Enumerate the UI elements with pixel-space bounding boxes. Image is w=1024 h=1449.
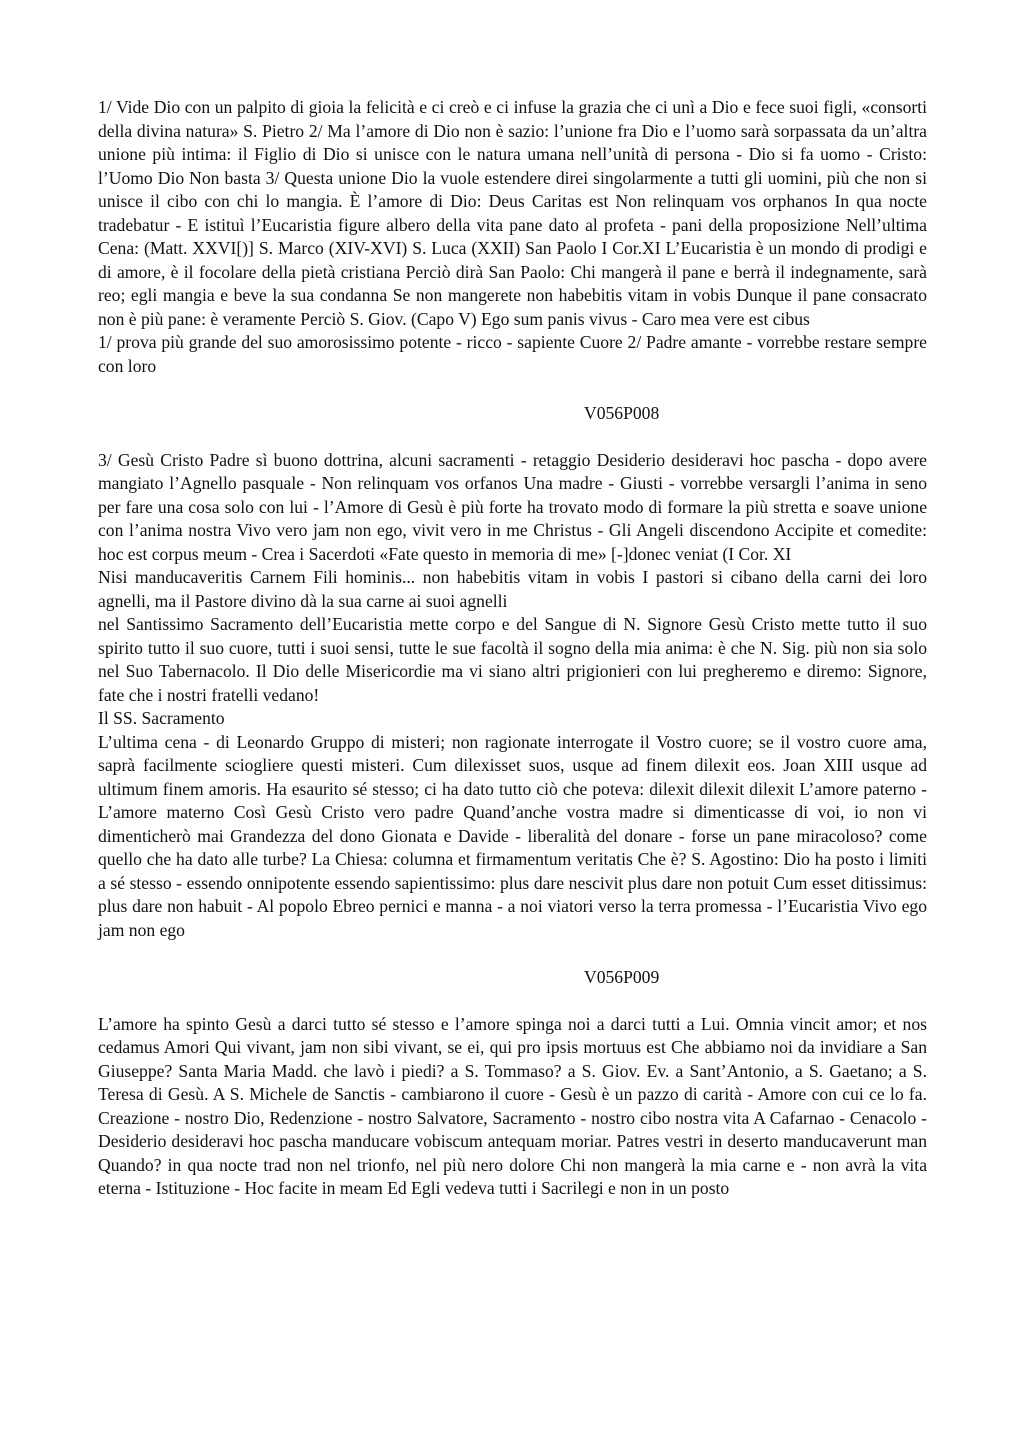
section-3 — [98, 1013, 927, 1201]
page-marker: V056P009 — [584, 966, 660, 987]
page-marker: V056P008 — [584, 402, 660, 423]
paragraph: nel Santissimo Sacramento dell’Eucaristia mette corpo e del Sangue di N. Signore Gesù Cristo mette tutto il suo spirito tutto il suo cuore, tutti i suoi sensi, tutte le sue facoltà il sogno della mia anima: è che N. Sig. più non sia solo nel Suo Tabernacolo. Il Dio delle Misericordie ma vi siano altri prigionieri con lui pregheremo e diremo: Signore, fate che i nostri fratelli vedano! — [98, 614, 927, 705]
paragraph: 1/ Vide Dio con un palpito di gioia la felicità e ci creò e ci infuse la grazia che ci unì a Dio e fece suoi figli, «consorti della divina natura» S. Pietro 2/ Ma l’amore di Dio non è sazio: l’unione fra Dio e l’uomo sarà sorpassata da un’altra unione più intima: il Figlio di Dio si unisce con le natura umana nell’unità di persona - Dio si fa uomo - Cristo: l’Uomo Dio Non basta 3/ Questa unione Dio la vuole estendere direi singolarmente a tutti gli uomini, più che non si unisce il cibo con chi lo mangia. È l’amore di Dio: Deus Caritas est Non relinquam vos orphanos In qua nocte tradebatur - E istituì l’Eucaristia figure albero della vita pane dato al profeta - pani della proposizione Nell’ultima Cena: (Matt. XXVI[)] S. Marco (XIV-XVI) S. Luca (XXII) San Paolo I Cor.XI L’Eucaristia è un mondo di prodigi e di amore, è il focolare della pietà cristiana Perciò dirà San Paolo: Chi mangerà il pane e berrà il indegnamente, sarà reo; egli mangia e beve la sua condanna Se non mangerete non habebitis vitam in vobis Dunque il pane consacrato non è più pane: è veramente Perciò S. Giov. (Capo V) Ego sum panis vivus - Caro mea vere est cibus — [98, 97, 927, 329]
section-2 — [98, 449, 927, 990]
paragraph: 1/ prova più grande del suo amorosissimo potente - ricco - sapiente Cuore 2/ Padre amante - vorrebbe restare sempre con loro — [98, 332, 927, 376]
paragraph: 3/ Gesù Cristo Padre sì buono dottrina, alcuni sacramenti - retaggio Desiderio desideravi hoc pascha - dopo avere mangiato l’Agnello pasquale - Non relinquam vos orfanos Una madre - Giusti - vorrebbe versargli l’anima in seno per fare una cosa solo con lui - l’Amore di Gesù è più forte ha trovato modo di formare la più stretta e soave unione con l’anima nostra Vivo vero jam non ego, vivit vero in me Christus - Gli Angeli discendono Accipite et comedite: hoc est corpus meum - Crea i Sacerdoti «Fate questo in memoria di me» [-]donec veniat (I Cor. XI — [98, 449, 927, 564]
paragraph: L’amore ha spinto Gesù a darci tutto sé stesso e l’amore spinga noi a darci tutti a Lui. Omnia vincit amor; et nos cedamus Amori Qui vivant, jam non sibi vivant, se ei, qui pro ipsis mortuus est Che abbiamo noi da invidiare a San Giuseppe? Santa Maria Madd. che lavò i piedi? a S. Tommaso? a S. Giov. Ev. a Sant’Antonio, a S. Gaetano; a S. Teresa di Gesù. A S. Michele de Sanctis - cambiarono il cuore - Gesù è un pazzo di carità - Amore con cui ce lo fa. Creazione - nostro Dio, Redenzione - nostro Salvatore, Sacramento - nostro cibo nostra vita A Cafarnao - Cenacolo - Desiderio desideravi hoc pascha manducare vobiscum antequam moriar. Patres vestri in deserto manducaverunt man Quando? in qua nocte trad non nel trionfo, nel più nero dolore Chi non mangerà la mia carne e - non avrà la vita eterna - Istituzione - Hoc facite in meam Ed Egli vedeva tutti i Sacrilegi e non in un posto — [98, 1013, 927, 1198]
document-page — [98, 96, 927, 1201]
section-1 — [98, 96, 927, 425]
paragraph-heading: Il SS. Sacramento — [98, 708, 225, 728]
paragraph: L’ultima cena - di Leonardo Gruppo di misteri; non ragionate interrogate il Vostro cuore; se il vostro cuore ama, saprà facilmente sciogliere questi misteri. Cum dilexisset suos, usque ad finem dilexit eos. Joan XIII usque ad ultimum finem amoris. Ha esaurito sé stesso; ci ha dato tutto ciò che poteva: dilexit dilexit dilexit L’amore paterno - L’amore materno Così Gesù Cristo vero padre Quand’anche vostra madre si dimenticasse di voi, io non vi dimenticherò mai Grandezza del dono Gionata e Davide - liberalità del donare - forse un pane miracoloso? come quello che ha dato alle turbe? La Chiesa: columna et firmamentum veritatis Che è? S. Agostino: Dio ha posto i limiti a sé stesso - essendo onnipotente essendo sapientissimo: plus dare nescivit plus dare non potuit Cum esset ditissimus: plus dare non habuit - Al popolo Ebreo pernici e manna - a noi viatori verso la terra promessa - l’Eucaristia Vivo ego jam non ego — [98, 731, 927, 940]
paragraph: Nisi manducaveritis Carnem Fili hominis... non habebitis vitam in vobis I pastori si cibano della carni dei loro agnelli, ma il Pastore divino dà la sua carne ai suoi agnelli — [98, 567, 927, 611]
